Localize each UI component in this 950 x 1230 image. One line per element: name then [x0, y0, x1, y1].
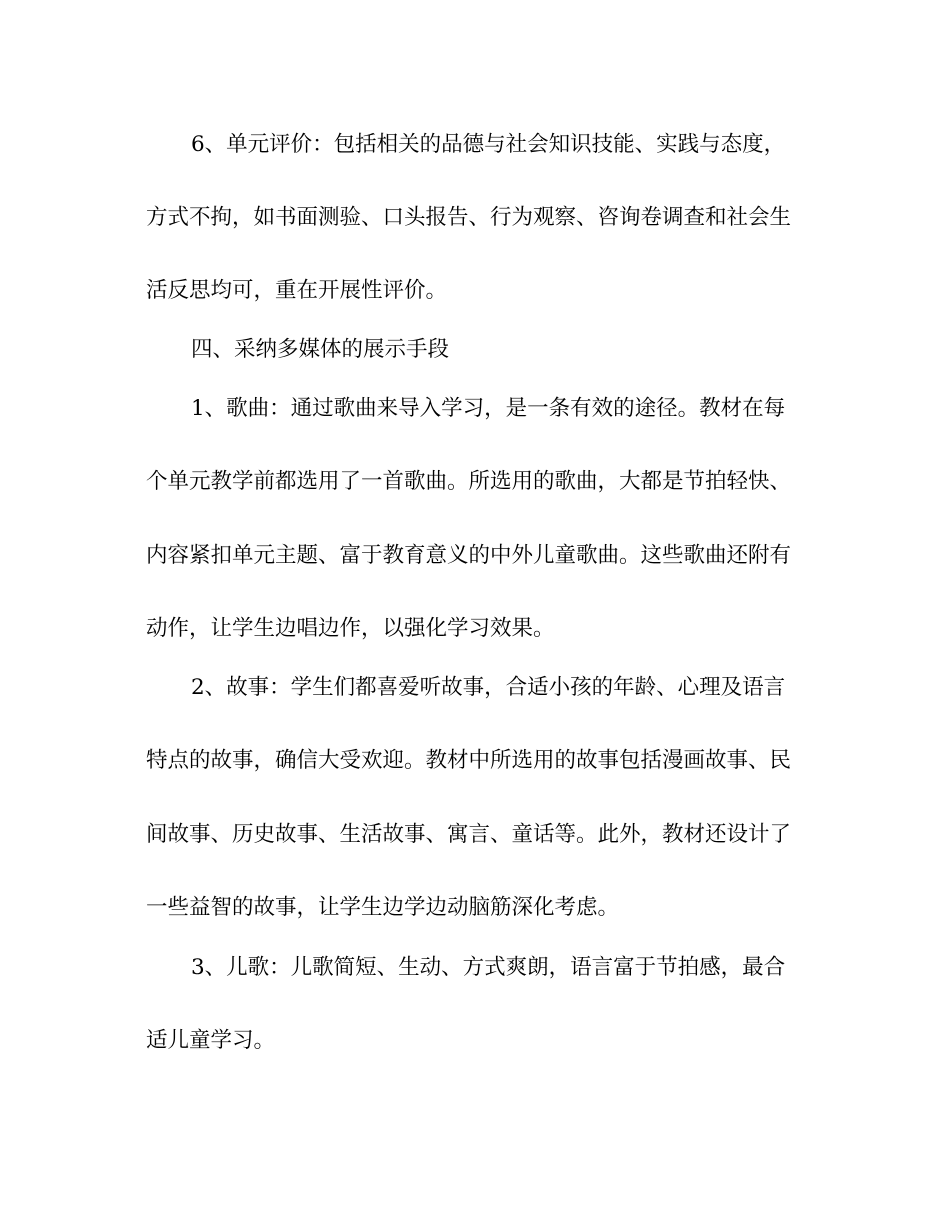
- text-line: 方式不拘，如书面测验、口头报告、行为观察、咨询卷调查和社会生: [146, 205, 792, 230]
- paragraph-3-nursery-rhymes-line-1: [0, 948, 950, 988]
- text-line: 1、歌曲：通过歌曲来导入学习，是一条有效的途径。教材在每: [191, 396, 786, 421]
- text-line: 一些益智的故事，让学生边学边动脑筋深化考虑。: [146, 895, 620, 920]
- paragraph-6-unit-evaluation-line-3: [0, 271, 950, 311]
- paragraph-1-songs-line-2: [0, 462, 950, 502]
- paragraph-6-unit-evaluation-line-2: [0, 198, 950, 238]
- text-line: 间故事、历史故事、生活故事、寓言、童话等。此外，教材还设计了: [146, 822, 792, 847]
- paragraph-6-unit-evaluation-line-1: [0, 125, 950, 165]
- paragraph-2-stories-line-1: [0, 668, 950, 708]
- section-heading: 四、采纳多媒体的展示手段: [191, 337, 450, 362]
- text-line: 动作，让学生边唱边作，以强化学习效果。: [146, 616, 555, 641]
- paragraph-2-stories-line-4: [0, 888, 950, 928]
- paragraph-2-stories-line-3: [0, 815, 950, 855]
- paragraph-3-nursery-rhymes-line-2: [0, 1021, 950, 1061]
- section-heading-4: [0, 330, 950, 370]
- text-line: 个单元教学前都选用了一首歌曲。所选用的歌曲，大都是节拍轻快、: [146, 469, 792, 494]
- paragraph-1-songs-line-4: [0, 609, 950, 649]
- text-line: 特点的故事，确信大受欢迎。教材中所选用的故事包括漫画故事、民: [146, 748, 792, 773]
- text-line: 6、单元评价：包括相关的品德与社会知识技能、实践与态度，: [191, 132, 786, 157]
- text-line: 3、儿歌：儿歌简短、生动、方式爽朗，语言富于节拍感，最合: [191, 955, 786, 980]
- paragraph-1-songs-line-3: [0, 536, 950, 576]
- paragraph-2-stories-line-2: [0, 741, 950, 781]
- text-line: 内容紧扣单元主题、富于教育意义的中外儿童歌曲。这些歌曲还附有: [146, 543, 792, 568]
- text-line: 活反思均可，重在开展性评价。: [146, 278, 448, 303]
- text-line: 2、故事：学生们都喜爱听故事，合适小孩的年龄、心理及语言: [191, 675, 786, 700]
- text-line: 适儿童学习。: [146, 1028, 276, 1053]
- paragraph-1-songs-line-1: [0, 389, 950, 429]
